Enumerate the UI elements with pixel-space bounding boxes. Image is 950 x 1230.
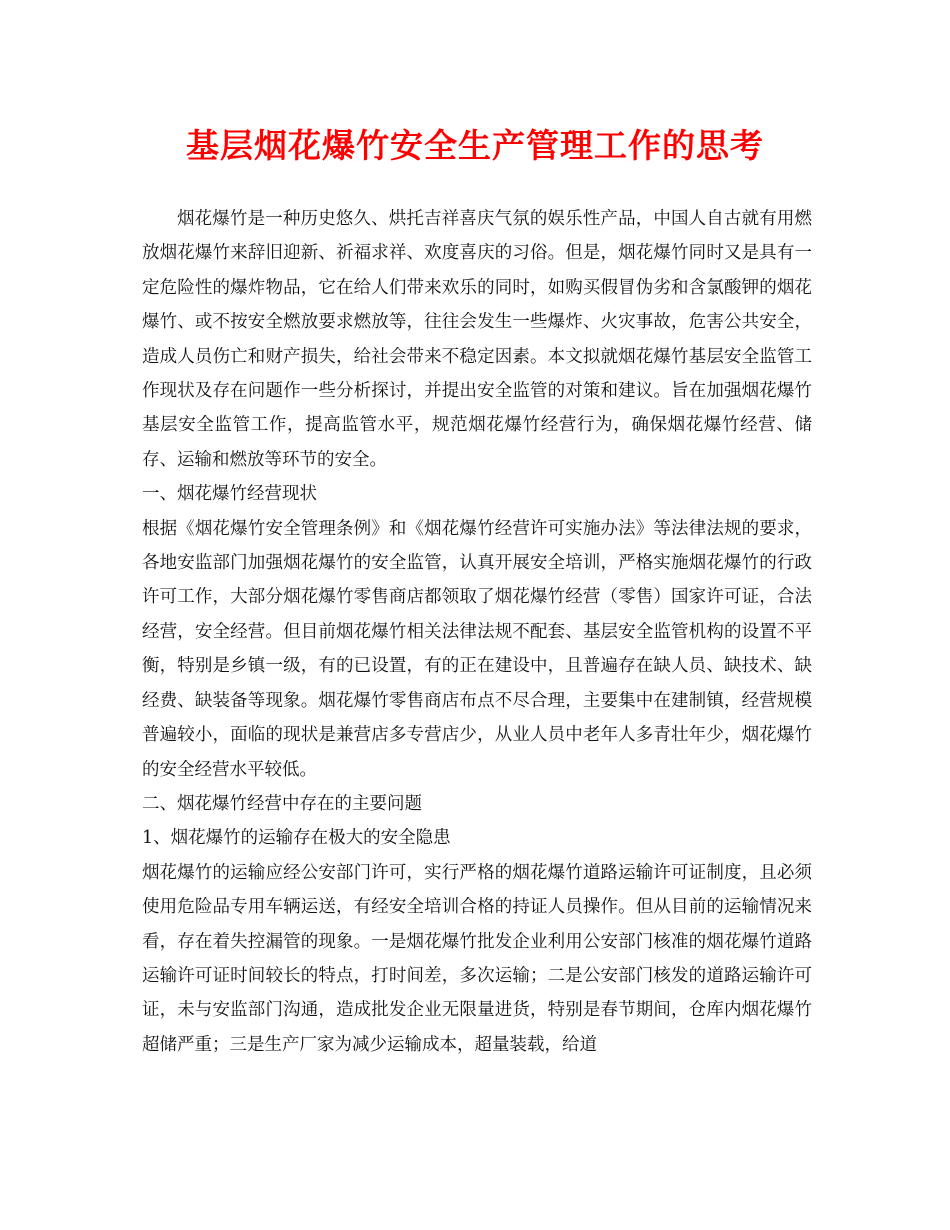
body-paragraph: 根据《烟花爆竹安全管理条例》和《烟花爆竹经营许可实施办法》等法律法规的要求，各地安监部门加强烟花爆竹的安全监管，认真开展安全培训，严格实施烟花爆竹的行政许可工作，大部分烟花爆竹零售商店都领取了烟花爆竹经营（零售）国家许可证，合法经营，安全经营。但目前烟花爆竹相关法律法规不配套、基层安全监管机构的设置不平衡，特别是乡镇一级，有的已设置，有的正在建设中，且普遍存在缺人员、缺技术、缺经费、缺装备等现象。烟花爆竹零售商店布点不尽合理，主要集中在建制镇，经营规模普遍较小，面临的现状是兼营店多专营店少，从业人员中老年人多青壮年少，烟花爆竹的安全经营水平较低。 xyxy=(142,518,812,780)
document-title: 基层烟花爆竹安全生产管理工作的思考 xyxy=(186,126,764,165)
section-heading-1: 一、烟花爆竹经营现状 xyxy=(142,484,317,505)
document-body xyxy=(142,202,812,1062)
section-heading-2: 二、烟花爆竹经营中存在的主要问题 xyxy=(142,793,422,814)
body-paragraph: 烟花爆竹的运输应经公安部门许可，实行严格的烟花爆竹道路运输许可证制度，且必须使用危险品专用车辆运送，有经安全培训合格的持证人员操作。但从目前的运输情况来看，存在着失控漏管的现象。一是烟花爆竹批发企业利用公安部门核准的烟花爆竹道路运输许可证时间较长的特点，打时间差，多次运输；二是公安部门核发的道路运输许可证，未与安监部门沟通，造成批发企业无限量进货，特别是春节期间，仓库内烟花爆竹超储严重；三是生产厂家为减少运输成本，超量装载，给道 xyxy=(142,862,812,1055)
intro-paragraph: 烟花爆竹是一种历史悠久、烘托吉祥喜庆气氛的娱乐性产品，中国人自古就有用燃放烟花爆竹来辞旧迎新、祈福求祥、欢度喜庆的习俗。但是，烟花爆竹同时又是具有一定危险性的爆炸物品，它在给人们带来欢乐的同时，如购买假冒伪劣和含氯酸钾的烟花爆竹、或不按安全燃放要求燃放等，往往会发生一些爆炸、火灾事故，危害公共安全，造成人员伤亡和财产损失，给社会带来不稳定因素。本文拟就烟花爆竹基层安全监管工作现状及存在问题作一些分析探讨，并提出安全监管的对策和建议。旨在加强烟花爆竹基层安全监管工作，提高监管水平，规范烟花爆竹经营行为，确保烟花爆竹经营、储存、运输和燃放等环节的安全。 xyxy=(142,209,812,470)
subsection-heading-1: 1、烟花爆竹的运输存在极大的安全隐患 xyxy=(142,828,451,849)
